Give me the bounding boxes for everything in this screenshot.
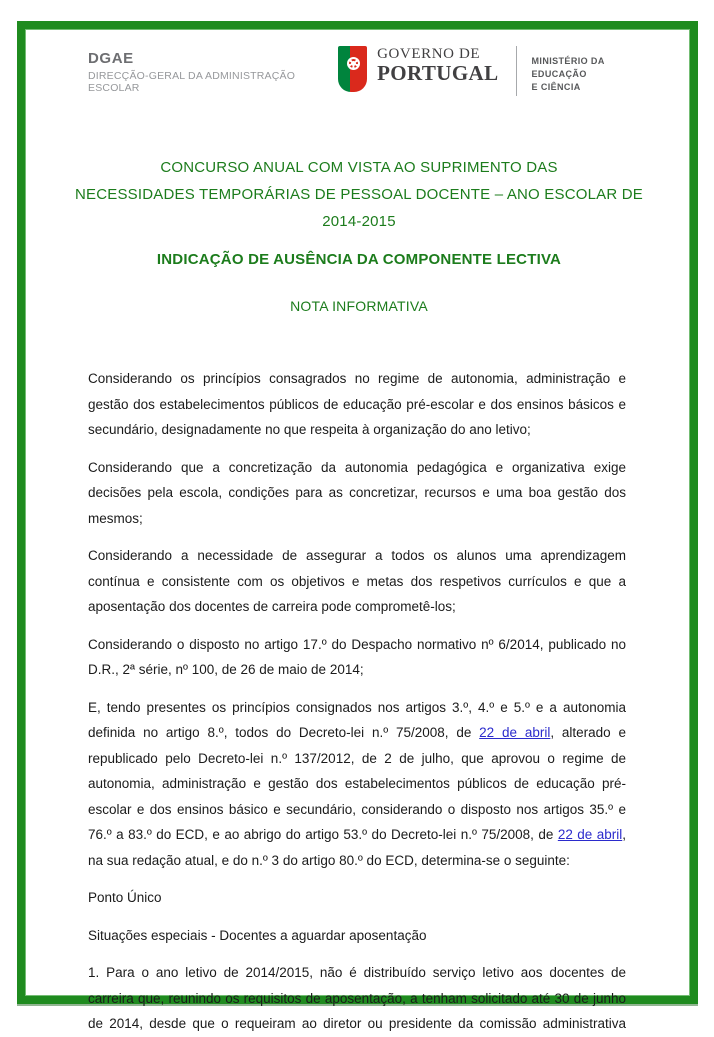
ministry-name-line1: MINISTÉRIO DA EDUCAÇÃO (531, 56, 605, 79)
document-content (25, 29, 690, 1037)
portugal-government-flag-icon (338, 46, 367, 92)
org-acronym: DGAE (88, 50, 134, 67)
title-block (58, 154, 660, 314)
main-title-line1: CONCURSO ANUAL COM VISTA AO SUPRIMENTO DAS (160, 159, 558, 176)
paragraph-determinacao-seg1: E, tendo presentes os princípios consignados nos artigos 3.º, 4.º e 5.º e a autonomia definida no artigo 8.º, todos do Decreto-lei n.º 75/2008, de (88, 699, 626, 740)
paragraph-considerando-2: Considerando que a concretização da autonomia pedagógica e organizativa exige decisões pela escola, condições para as concretizar, recursos e uma boa gestão dos mesmos; (88, 459, 626, 526)
dgae-org-block (88, 42, 338, 94)
paragraph-determinacao (88, 695, 626, 874)
ministry-name (532, 46, 660, 94)
ministry-name-line2: E CIÊNCIA (531, 82, 581, 92)
document-note-label: NOTA INFORMATIVA (290, 298, 428, 314)
paragraph-considerando-3: Considerando a necessidade de assegurar a todos os alunos uma aprendizagem contínua e consistente com os objetivos e metas dos respetivos currículos e que a aposentação dos docentes de carreira pode comprometê-los; (88, 548, 626, 614)
org-name: DIRECÇÃO-GERAL DA ADMINISTRAÇÃO ESCOLAR (88, 70, 296, 94)
document-body (88, 366, 626, 1037)
armillary-sphere-emblem-icon (347, 57, 360, 70)
logo-divider (516, 46, 517, 96)
document-border-frame (17, 21, 698, 1031)
paragraph-determinacao-seg2: , alterado e republicado pelo Decreto-lei n.º 137/2012, de 2 de julho, que aprovou o regime de autonomia, administração e gestão dos estabelecimentos públicos de educação pré-escolar e dos ensinos básico e secundário, considerando o disposto nos artigos 35.º e 76.º a 83.º do ECD, e ao abrigo do artigo 53.º do Decreto-lei n.º 75/2008, de (88, 725, 627, 842)
paragraph-determinacao-seg3: , na sua redação atual, e do n.º 3 do artigo 80.º do ECD, determina-se o seguinte: (88, 827, 627, 868)
section-heading-block (88, 885, 626, 948)
government-logo (338, 46, 660, 96)
link-22-de-abril-2[interactable]: 22 de abril (557, 827, 623, 842)
link-22-de-abril-1[interactable]: 22 de abril (479, 725, 551, 740)
section-subheading: Situações especiais - Docentes a aguardar aposentação (88, 927, 427, 943)
document-subtitle: INDICAÇÃO DE AUSÊNCIA DA COMPONENTE LECTIVA (156, 251, 562, 268)
paragraph-considerando-1: Considerando os princípios consagrados no regime de autonomia, administração e gestão dos estabelecimentos públicos de educação pré-escolar e dos ensinos básicos e secundário, designadamente no que respeita à organização do ano letivo; (88, 371, 626, 437)
main-title-line2: NECESSIDADES TEMPORÁRIAS DE PESSOAL DOCENTE – ANO ESCOLAR DE 2014-2015 (75, 186, 643, 230)
section-heading: Ponto Único (88, 890, 162, 905)
government-wordmark-line2: PORTUGAL (377, 61, 499, 85)
government-wordmark-line1: GOVERNO DE (377, 46, 481, 62)
paragraph-considerando-4: Considerando o disposto no artigo 17.º do Despacho normativo nº 6/2014, publicado no D.R., 2ª série, nº 100, de 26 de maio de 2014; (88, 636, 626, 677)
flag-green-band (338, 46, 350, 92)
paragraph-ponto-1: 1. Para o ano letivo de 2014/2015, não é distribuído serviço letivo aos docentes de carreira que, reunindo os requisitos de aposentação, a tenham solicitado até 30 de junho de 2014, desde que o requeiram ao diretor ou presidente da comissão administrativa (88, 965, 626, 1031)
document-header (88, 42, 660, 120)
government-wordmark (377, 46, 498, 84)
